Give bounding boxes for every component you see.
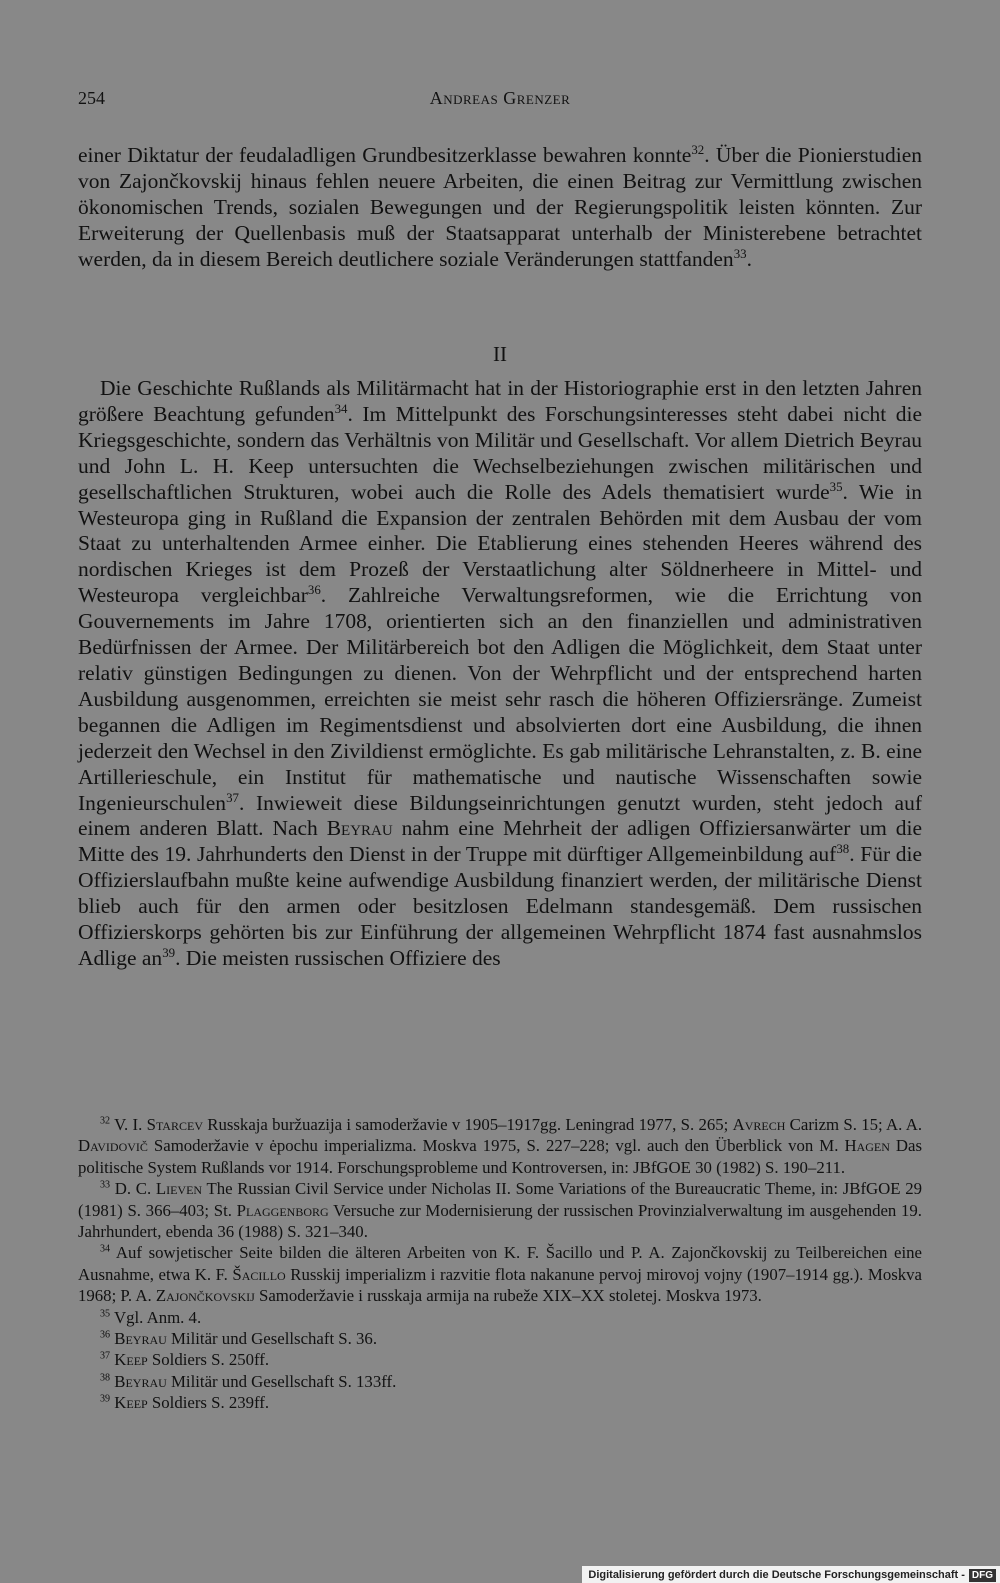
dfg-logo: DFG — [969, 1569, 996, 1582]
footnote-ref: 33 — [100, 1179, 111, 1191]
body-paragraph-1: einer Diktatur der feudaladligen Grundbesitzerklasse bewahren konnte$^{32}$. Über die Pionierstudien von Zajončkovskij hinaus fehlen neuere Arbeiten, die einen Beitrag zur Vermittlung zwischen ökonomischen Trends, sozialen Bewegungen und der Regierungspolitik leisten könnten. Zur Erweiterung der Quellenbasis muß der Staatsapparat unterhalb der Ministerebene betrachtet werden, da in diesem Bereich deutlichere soziale Veränderungen stattfanden$^{33}$. — [78, 142, 922, 271]
running-head: Andreas Grenzer — [429, 88, 571, 108]
author-name: Šacillo — [232, 1264, 286, 1284]
footnote: $^{33}$ D. C. Lieven The Russian Civil Service under Nicholas II. Some Variations of the Bureaucratic Theme, in: JBfGOE 29 (1981) S. 366–403; St. Plaggenborg Versuche zur Modernisierung der russischen Provinzialverwaltung im ausgehenden 19. Jahrhundert, ebenda 36 (1988) S. 321–340. — [78, 1179, 922, 1242]
footnote-ref: 37 — [226, 790, 239, 805]
footnote-ref: 34 — [100, 1243, 111, 1255]
footnote: $^{32}$ V. I. Starcev Russkaja buržuazija i samoderžavie v 1905–1917gg. Leningrad 1977, S. 265; Avrech Carizm S. 15; A. A. Davidovič Samoderžavie v ėpochu imperializma. Moskva 1975, S. 227–228; vgl. auch den Überblick von M. Hagen Das politische System Rußlands vor 1914. Forschungsprobleme und Kontroversen, in: JBfGOE 30 (1982) S. 190–211. — [78, 1115, 923, 1177]
footnote: $^{34}$ Auf sowjetischer Seite bilden die älteren Arbeiten von K. F. Šacillo und P. A. Zajončkovskij zu Teilbereichen eine Ausnahme, etwa K. F. Šacillo Russkij imperializm i razvitie flota nakanune pervoj mirovoj vojny (1907–1914 gg.). Moskva 1968; P. A. Zajončkovskij Samoderžavie i russkaja armija na rubeže XIX–XX stoletej. Moskva 1973. — [78, 1243, 922, 1306]
digitization-footer — [582, 1566, 1000, 1583]
footnote-ref: 32 — [691, 142, 705, 157]
footnote-ref: 38 — [836, 842, 850, 857]
author-name: Lieven — [155, 1179, 203, 1199]
author-name: Beyrau — [114, 1329, 167, 1349]
footnote-ref: 34 — [334, 401, 348, 416]
footnote-ref: 35 — [100, 1308, 111, 1320]
author-name: Avrech — [732, 1115, 786, 1134]
page-number: 254 — [78, 88, 105, 108]
footnote-ref: 39 — [162, 945, 176, 960]
footnote: $^{35}$ Vgl. Anm. 4. — [100, 1307, 202, 1327]
footnote-ref: 39 — [100, 1393, 111, 1405]
author-name: Keep — [114, 1393, 148, 1413]
body-paragraph-2: Die Geschichte Rußlands als Militärmacht hat in der Historiographie erst in den letzten Jahren größere Beachtung gefunden$^{34}$. Im Mittelpunkt des Forschungsinteresses steht dabei nicht die Kriegsgeschichte, sondern das Verhältnis von Militär und Gesellschaft. Vor allem Dietrich Beyrau und John L. H. Keep untersuchten die Wechselbeziehungen zwischen militärischen und gesellschaftlichen Strukturen, wobei auch die Rolle des Adels thematisiert wurde$^{35}$. Wie in Westeuropa ging in Rußland die Expansion der zentralen Behörden mit dem Ausbau der vom Staat zu unterhaltenden Armee einher. Die Etablierung eines stehenden Heeres während des nordischen Krieges ist dem Prozeß der Verstaatlichung alter Söldnerheere in Mittel- und Westeuropa vergleichbar$^{36}$. Zahlreiche Verwaltungsreformen, wie die Errichtung von Gouvernements im Jahre 1708, orientierten sich an den finanziellen und administrativen Bedürfnissen der Armee. Der Militärbereich bot den Adligen die Möglichkeit, dem Staat unter relativ günstigen Bedingungen zu dienen. Von der Wehrpflicht und der entsprechend harten Ausbildung ausgenommen, erreichten sie meist sehr rasch die höheren Offiziersränge. Zumeist begannen die Adligen im Regimentsdienst und absolvierten dort eine Ausbildung, die ihnen jederzeit den Wechsel in den Zivildienst ermöglichte. Es gab militärische Lehranstalten, z. B. eine Artillerieschule, ein Institut für mathematische und nautische Wissenschaften sowie Ingenieurschulen$^{37}$. Inwieweit diese Bildungseinrichtungen genutzt wurden, steht jedoch auf einem anderen Blatt. Nach Beyrau nahm eine Mehrheit der adligen Offiziersanwärter um die Mitte des 19. Jahrhunderts den Dienst in der Truppe mit dürftiger Allgemeinbildung auf$^{38}$. Für die Offizierslaufbahn mußte keine aufwendige Ausbildung finanziert werden, der militärische Dienst blieb auch für den armen oder besitzlosen Edelmann standesgemäß. Dem russischen Offizierskorps gehörten bis zur Einführung der allgemeinen Wehrpflicht 1874 fast ausnahmslos Adlige $an^{39}$. Die meisten russischen Offiziere des — [78, 376, 923, 970]
footnote-ref: 35 — [829, 479, 843, 494]
footnote-ref: 36 — [307, 583, 321, 598]
footnote-ref: 37 — [100, 1350, 111, 1362]
author-name: Beyrau — [114, 1371, 167, 1391]
footnote: $^{37}$ Keep Soldiers S. 250ff. — [100, 1350, 270, 1370]
author-name: Plaggenborg — [236, 1200, 329, 1220]
footnote-ref: 32 — [100, 1115, 111, 1127]
footnotes — [78, 1114, 922, 1414]
page-header — [78, 88, 922, 114]
footnote: $^{39}$ Keep Soldiers S. 239ff. — [100, 1393, 270, 1413]
footnote-ref: 38 — [100, 1372, 111, 1384]
footnote: $^{38}$ Beyrau Militär und Gesellschaft S. 133ff. — [100, 1371, 397, 1391]
author-name: Zajončkovskij — [155, 1286, 255, 1306]
author-name: Hagen — [844, 1136, 890, 1156]
author-name: Beyrau — [326, 816, 393, 841]
author-name: Starcev — [146, 1115, 203, 1134]
author-name: Davidovič — [78, 1136, 148, 1156]
footer-text: Digitalisierung gefördert durch die Deutsche Forschungsgemeinschaft - — [588, 1569, 965, 1581]
footnote-ref: 33 — [733, 246, 747, 261]
footnote-ref: 36 — [100, 1329, 111, 1341]
footnote: $^{36}$ Beyrau Militär und Gesellschaft S. 36. — [100, 1329, 378, 1349]
author-name: Keep — [114, 1350, 148, 1370]
section-heading: II — [493, 342, 507, 366]
